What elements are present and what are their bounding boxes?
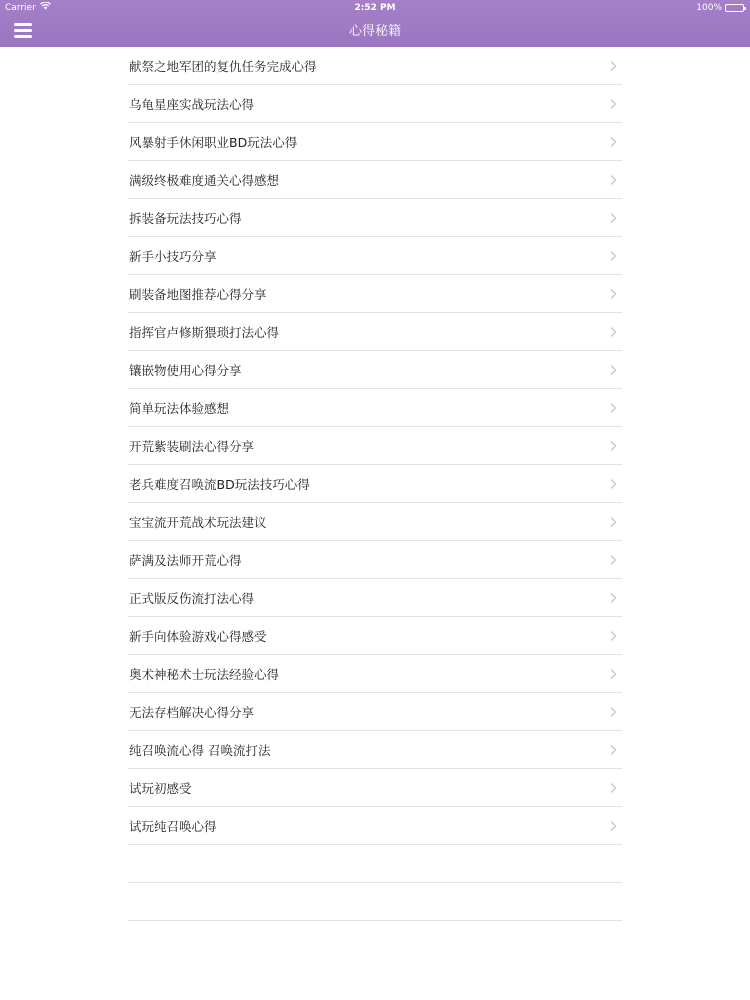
list-item-label: 老兵难度召唤流BD玩法技巧心得 — [129, 476, 310, 492]
chevron-right-icon — [607, 706, 619, 718]
list-item-label: 试玩纯召唤心得 — [129, 818, 217, 834]
list-item[interactable] — [128, 807, 622, 845]
empty-list-row — [128, 883, 622, 921]
list-item[interactable] — [128, 427, 622, 465]
list-item-label: 纯召唤流心得 召唤流打法 — [129, 742, 271, 758]
list-item-label: 试玩初感受 — [129, 780, 192, 796]
list-item-label: 新手向体验游戏心得感受 — [129, 628, 267, 644]
list-item[interactable] — [128, 465, 622, 503]
list-item[interactable] — [128, 123, 622, 161]
list-item[interactable] — [128, 617, 622, 655]
chevron-right-icon — [607, 364, 619, 376]
list-item-label: 简单玩法体验感想 — [129, 400, 230, 416]
list-item[interactable] — [128, 693, 622, 731]
chevron-right-icon — [607, 516, 619, 528]
status-time: 2:52 PM — [354, 3, 396, 13]
list-item[interactable] — [128, 541, 622, 579]
chevron-right-icon — [607, 478, 619, 490]
list-item[interactable] — [128, 237, 622, 275]
list-item-label: 萨满及法师开荒心得 — [129, 552, 242, 568]
chevron-right-icon — [607, 136, 619, 148]
chevron-right-icon — [607, 592, 619, 604]
chevron-right-icon — [607, 212, 619, 224]
list-item[interactable] — [128, 769, 622, 807]
chevron-right-icon — [607, 630, 619, 642]
list-item-label: 无法存档解决心得分享 — [129, 704, 255, 720]
chevron-right-icon — [607, 782, 619, 794]
list-item-label: 献祭之地军团的复仇任务完成心得 — [129, 58, 317, 74]
list-item[interactable] — [128, 313, 622, 351]
list-item[interactable] — [128, 389, 622, 427]
list-item[interactable] — [128, 579, 622, 617]
list-item[interactable] — [128, 731, 622, 769]
battery-indicator — [696, 0, 744, 16]
chevron-right-icon — [607, 440, 619, 452]
list-item-label: 开荒紫装刷法心得分享 — [129, 438, 255, 454]
chevron-right-icon — [607, 174, 619, 186]
list-item[interactable] — [128, 161, 622, 199]
chevron-right-icon — [607, 60, 619, 72]
list-item[interactable] — [128, 275, 622, 313]
chevron-right-icon — [607, 668, 619, 680]
list-item-label: 新手小技巧分享 — [129, 248, 217, 264]
chevron-right-icon — [607, 326, 619, 338]
battery-icon — [725, 4, 744, 12]
list-item[interactable] — [128, 503, 622, 541]
list-item-label: 乌龟星座实战玩法心得 — [129, 96, 255, 112]
article-list — [128, 47, 622, 921]
status-bar — [0, 0, 750, 16]
list-item-label: 满级终极难度通关心得感想 — [129, 172, 280, 188]
list-item-label: 宝宝流开荒战术玩法建议 — [129, 514, 267, 530]
list-item[interactable] — [128, 351, 622, 389]
chevron-right-icon — [607, 744, 619, 756]
page-title: 心得秘籍 — [348, 24, 401, 39]
list-item-label: 指挥官卢修斯猥琐打法心得 — [129, 324, 280, 340]
chevron-right-icon — [607, 554, 619, 566]
navigation-bar — [0, 16, 750, 47]
list-item-label: 奥术神秘术士玩法经验心得 — [129, 666, 280, 682]
chevron-right-icon — [607, 288, 619, 300]
chevron-right-icon — [607, 820, 619, 832]
chevron-right-icon — [607, 250, 619, 262]
list-item-label: 正式版反伤流打法心得 — [129, 590, 255, 606]
list-item-label: 镶嵌物使用心得分享 — [129, 362, 242, 378]
battery-percent: 100% — [696, 3, 722, 13]
list-item[interactable] — [128, 199, 622, 237]
list-item-label: 刷装备地图推荐心得分享 — [129, 286, 267, 302]
list-item[interactable] — [128, 85, 622, 123]
top-bar — [0, 0, 750, 47]
list-item-label: 风暴射手休闲职业BD玩法心得 — [129, 134, 298, 150]
chevron-right-icon — [607, 98, 619, 110]
empty-list-row — [128, 845, 622, 883]
list-item[interactable] — [128, 47, 622, 85]
list-item[interactable] — [128, 655, 622, 693]
list-item-label: 拆装备玩法技巧心得 — [129, 210, 242, 226]
carrier-label: Carrier — [5, 3, 36, 13]
chevron-right-icon — [607, 402, 619, 414]
